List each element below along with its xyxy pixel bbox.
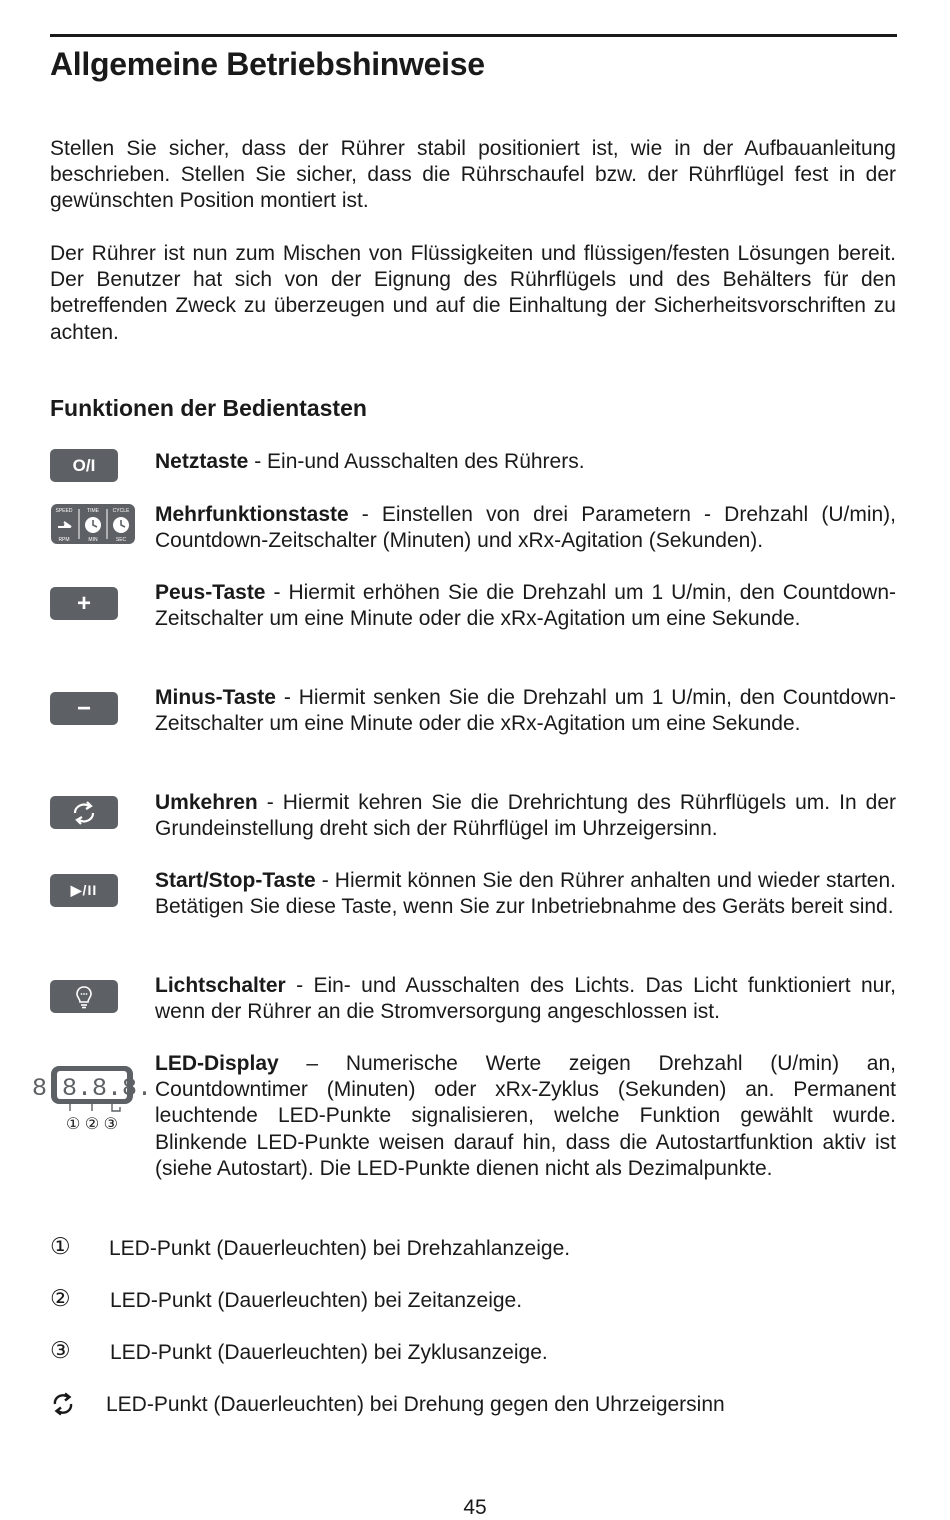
led-display-icon [31, 1065, 153, 1133]
function-description: Start/Stop-Taste - Hiermit können Sie den Rührer anhalten und wieder starten. Betätigen Sie diese Taste, wenn Sie zur Inbetriebnahme des Geräts bereit sind. [155, 869, 896, 919]
reverse-button-icon [50, 796, 118, 829]
legend-text: LED-Punkt (Dauerleuchten) bei Zeitanzeige. [110, 1289, 523, 1312]
function-description: LED-Display – Numerische Werte zeigen Drehzahl (U/min) an, Countdowntimer (Minuten) oder xRx-Zyklus (Sekunden) an. Permanent leuchtende LED-Punkte signalisieren, welche Funktion gewählt wurde. Blinkende LED-Punkte weisen darauf hin, dass die Autostartfunktion aktiv ist (siehe Autostart). Die LED-Punkte dienen nicht als Dezimalpunkte. [155, 1052, 896, 1180]
legend-text: LED-Punkt (Dauerleuchten) bei Drehzahlanzeige. [109, 1237, 571, 1260]
page-title: Allgemeine Betriebshinweise [50, 46, 485, 82]
power-button-icon: O/I [50, 449, 118, 482]
intro-paragraph-2: Der Rührer ist nun zum Mischen von Flüssigkeiten und flüssigen/festen Lösungen bereit. Der Benutzer hat sich von der Eignung des Rührflügels und des Behälters für den betreffenden Zweck zu überzeugen und auf die Einhaltung der Sicherheitsvorschriften zu achten. [50, 242, 896, 344]
lightbulb-icon [74, 985, 94, 1009]
function-description: Minus-Taste - Hiermit senken Sie die Drehzahl um 1 U/min, den Countdown-Zeitschalter um eine Minute oder die xRx-Agitation um eine Sekunde. [155, 686, 896, 736]
speed-label: SPEED [55, 508, 73, 514]
legend-text: LED-Punkt (Dauerleuchten) bei Zyklusanzeige. [110, 1341, 548, 1364]
function-description: Mehrfunktionstaste - Einstellen von drei Parametern - Drehzahl (U/min), Countdown-Zeitschalter (Minuten) und xRx-Agitation (Sekunden). [155, 503, 896, 553]
light-button-icon [50, 980, 118, 1013]
section-title: Funktionen der Bedientasten [50, 395, 367, 421]
led-digits: 8.8.8.8. [31, 1074, 153, 1103]
marker-1: ① [50, 1233, 71, 1259]
intro-paragraph-1: Stellen Sie sicher, dass der Rührer stabil positioniert ist, wie in der Aufbauanleitung beschrieben. Stellen Sie sicher, dass die Rührschaufel bzw. der Rührflügel fest in der gewünschten Position montiert ist. [50, 137, 896, 213]
marker-3: ③ [50, 1337, 71, 1363]
function-description: Netztaste - Ein-und Ausschalten des Rührers. [155, 450, 585, 473]
page-number: 45 [463, 1496, 487, 1519]
top-rule [50, 34, 897, 37]
function-description: Lichtschalter - Ein- und Ausschalten des Lichts. Das Licht funktioniert nur, wenn der Rührer an die Stromversorgung angeschlossen ist. [155, 974, 896, 1024]
cycle-label: CYCLE [112, 508, 130, 514]
sec-label: SEC [115, 537, 127, 543]
function-description: Peus-Taste - Hiermit erhöhen Sie die Drehzahl um 1 U/min, den Countdown-Zeitschalter um eine Minute oder die xRx-Agitation um eine Sekunde. [155, 581, 896, 631]
reverse-arrows-icon [50, 1392, 76, 1421]
multifunction-button-icon [50, 503, 136, 550]
time-label: TIME [87, 508, 99, 514]
marker-2: ② [50, 1285, 71, 1311]
min-label: MIN [88, 537, 98, 543]
minus-button-icon: − [50, 692, 118, 725]
legend-text: LED-Punkt (Dauerleuchten) bei Drehung gegen den Uhrzeigersinn [106, 1393, 725, 1416]
rpm-label: RPM [58, 537, 70, 543]
plus-button-icon: + [50, 587, 118, 620]
start-stop-button-icon: ▶/II [50, 874, 118, 907]
function-description: Umkehren - Hiermit kehren Sie die Drehrichtung des Rührflügels um. In der Grundeinstellung dreht sich der Rührflügel im Uhrzeigersinn. [155, 791, 896, 841]
led-point-markers: ① ② ③ [66, 1116, 118, 1133]
